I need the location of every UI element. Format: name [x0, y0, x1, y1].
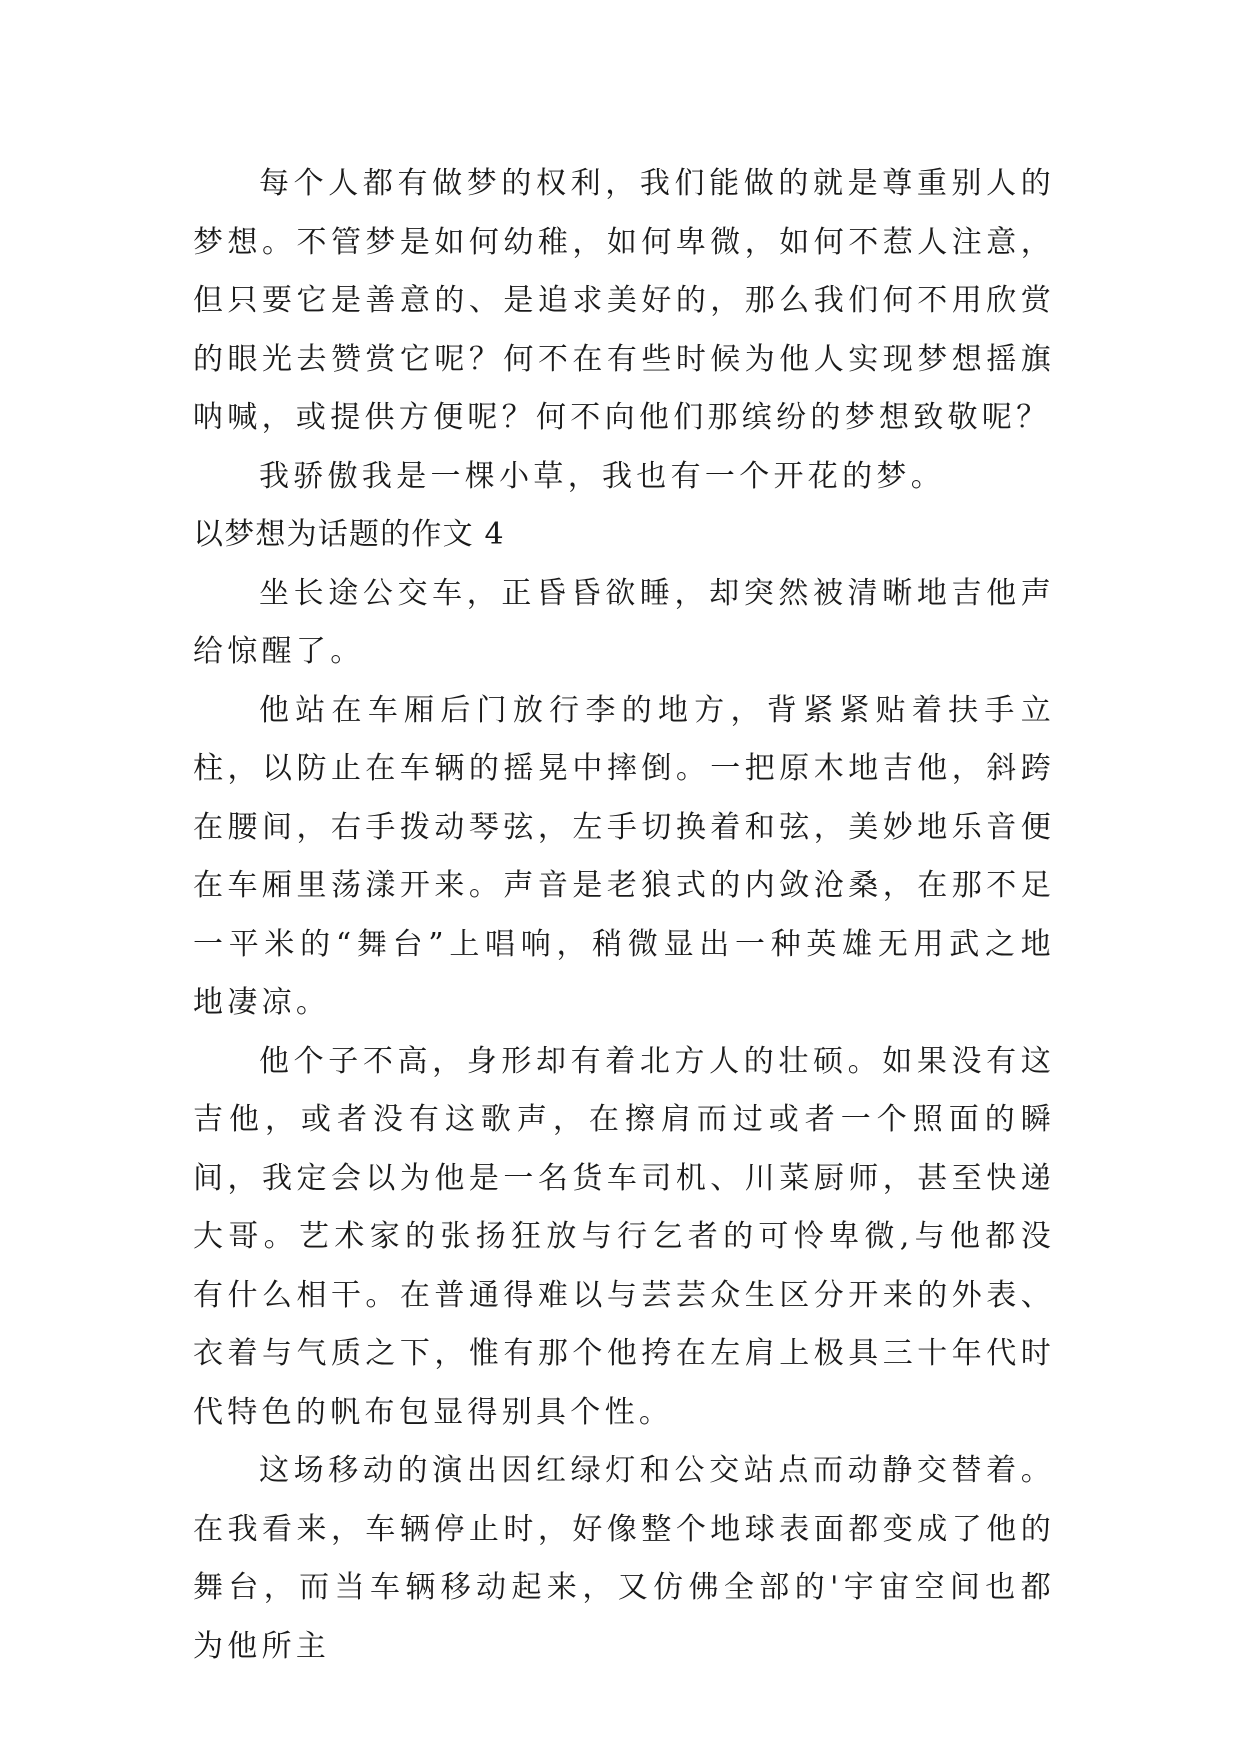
- paragraph-moving-show: 这场移动的演出因红绿灯和公交站点而动静交替着。在我看来，车辆停止时，好像整个地球表面都变成了他的舞台，而当车辆移动起来，又仿佛全部的'宇宙空间也都为他所主: [193, 1453, 1055, 1664]
- paragraph-respect-dreams: 每个人都有做梦的权利，我们能做的就是尊重别人的梦想。不管梦是如何幼稚，如何卑微，如何不惹人注意，但只要它是善意的、是追求美好的，那么我们何不用欣赏的眼光去赞赏它呢？何不在有些时候为他人实现梦想摇旗呐喊，或提供方便呢？何不向他们那缤纷的梦想致敬呢？: [193, 166, 1055, 435]
- paragraph-appearance: 他个子不高，身形却有着北方人的壮硕。如果没有这吉他，或者没有这歌声，在擦肩而过或者一个照面的瞬间，我定会以为他是一名货车司机、川菜厨师，甚至快递大哥。艺术家的张扬狂放与行乞者的可怜卑微,与他都没有什么相干。在普通得难以与芸芸众生区分开来的外表、衣着与气质之下，惟有那个他挎在左肩上极具三十年代时代特色的帆布包显得别具个性。: [193, 1043, 1055, 1430]
- section-heading: 以梦想为话题的作文 4: [193, 517, 505, 552]
- paragraph-bus-intro: 坐长途公交车，正昏昏欲睡，却突然被清晰地吉他声给惊醒了。: [193, 575, 1055, 669]
- document-body: [193, 155, 1055, 1676]
- paragraph-guitarist: 他站在车厢后门放行李的地方，背紧紧贴着扶手立柱，以防止在车辆的摇晃中摔倒。一把原木地吉他，斜跨在腰间，右手拨动琴弦，左手切换着和弦，美妙地乐音便在车厢里荡漾开来。声音是老狼式的内敛沧桑，在那不足一平米的“舞台”上唱响，稍微显出一种英雄无用武之地地凄凉。: [193, 692, 1055, 1020]
- paragraph-little-grass: 我骄傲我是一棵小草，我也有一个开花的梦。: [259, 458, 945, 494]
